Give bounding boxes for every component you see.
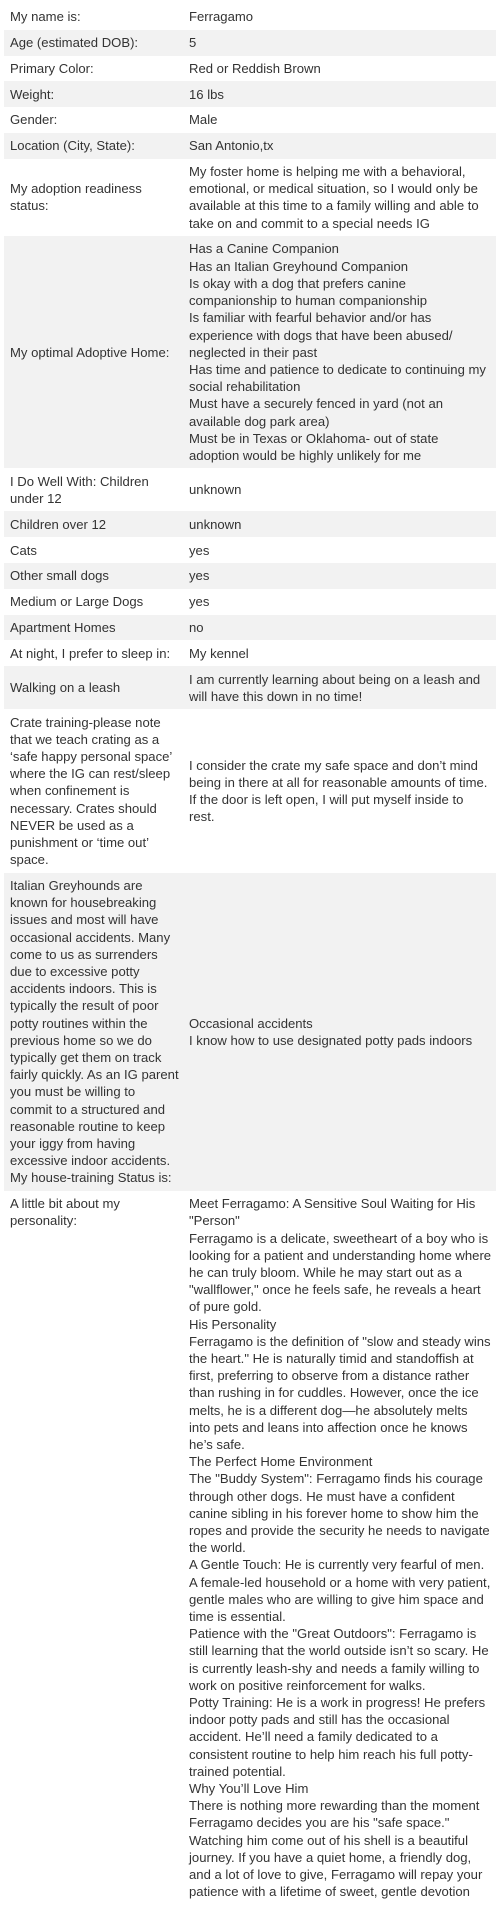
value-line: Ferragamo is a delicate, sweetheart of a boy who is looking for a patient and understanding home where he can truly bloom. While he may start out as a "wallflower," once he feels safe, he reveals a heart of pure gold. xyxy=(189,1230,492,1315)
value-line: My kennel xyxy=(189,645,249,661)
field-label: Weight: xyxy=(4,81,184,107)
table-row xyxy=(4,4,496,30)
field-value xyxy=(184,30,496,56)
value-line: I consider the crate my safe space and don’t mind being in there at all for reasonable amounts of time. If the door is left open, I will put myself inside to rest. xyxy=(189,757,488,825)
table-row xyxy=(4,236,496,468)
field-label: My name is: xyxy=(4,4,184,30)
value-line: yes xyxy=(189,568,210,584)
field-value xyxy=(184,640,496,666)
field-label: Age (estimated DOB): xyxy=(4,30,184,56)
value-line: unknown xyxy=(189,482,242,498)
value-line: Has a Canine Companion xyxy=(189,241,339,257)
value-line: yes xyxy=(189,594,210,610)
field-value xyxy=(184,537,496,563)
table-row xyxy=(4,81,496,107)
field-value xyxy=(184,236,496,468)
value-line: Meet Ferragamo: A Sensitive Soul Waiting for His "Person" xyxy=(189,1196,476,1229)
table-row xyxy=(4,589,496,615)
field-value xyxy=(184,666,496,709)
value-line: Ferragamo is the definition of "slow and steady wins the heart." He is naturally timid and standoffish at first, preferring to observe from a distance rather than rushing in for cuddles. However, once the ice melts, he is a different dog—he absolutely melts into pets and leans into affection once he knows he’s safe. xyxy=(189,1333,491,1453)
field-value xyxy=(184,589,496,615)
field-value xyxy=(184,615,496,641)
table-row xyxy=(4,159,496,236)
field-value xyxy=(184,81,496,107)
table-row xyxy=(4,873,496,1191)
value-line: Patience with the "Great Outdoors": Ferragamo is still learning that the world outside isn’t so scary. He is currently leash-shy and needs a family willing to work on positive reinforcement for walks. xyxy=(189,1626,489,1693)
field-label: Children over 12 xyxy=(4,511,184,537)
field-value xyxy=(184,709,496,872)
field-label: Italian Greyhounds are known for housebreaking issues and most will have occasional accidents. Many come to us as surrenders due to excessive potty accidents indoors. This is typically the result of poor potty routines within the previous home so we do typically get them on track fairly quickly. As an IG parent you must be willing to commit to a structured and reasonable routine to keep your iggy from having excessive indoor accidents. My house-training Status is: xyxy=(4,873,184,1191)
value-line: no xyxy=(189,619,204,635)
table-row xyxy=(4,563,496,589)
table-row xyxy=(4,1191,496,1905)
table-row xyxy=(4,107,496,133)
field-value xyxy=(184,159,496,236)
table-row xyxy=(4,709,496,872)
field-value xyxy=(184,107,496,133)
field-value xyxy=(184,56,496,82)
field-label: Walking on a leash xyxy=(4,666,184,709)
field-label: Crate training-please note that we teach crating as a ‘safe happy personal space’ where the IG can rest/sleep when confinement is necessary. Crates should NEVER be used as a punishment or ‘time out’ space. xyxy=(4,709,184,872)
value-line: Male xyxy=(189,112,218,128)
value-line: I am currently learning about being on a leash and will have this down in no time! xyxy=(189,671,481,704)
table-row xyxy=(4,56,496,82)
field-label: I Do Well With: Children under 12 xyxy=(4,468,184,511)
value-line: There is nothing more rewarding than the moment Ferragamo decides you are his "safe space." Watching him come out of his shell is a beautiful journey. If you have a quiet home, a friendly dog, and a lot of love to give, Ferragamo will repay your patience with a lifetime of sweet, gentle devotion xyxy=(189,1798,483,1900)
value-line: 16 lbs xyxy=(189,86,224,102)
field-label: Medium or Large Dogs xyxy=(4,589,184,615)
field-label: Other small dogs xyxy=(4,563,184,589)
table-row xyxy=(4,666,496,709)
table-row xyxy=(4,537,496,563)
value-line: His Personality xyxy=(189,1316,277,1332)
pet-profile-rows xyxy=(4,4,496,1905)
value-line: I know how to use designated potty pads indoors xyxy=(189,1032,473,1048)
value-line: 5 xyxy=(189,35,197,51)
table-row xyxy=(4,468,496,511)
field-label: My optimal Adoptive Home: xyxy=(4,236,184,468)
value-line: Has an Italian Greyhound Companion xyxy=(189,258,409,274)
field-label: My adoption readiness status: xyxy=(4,159,184,236)
field-value xyxy=(184,1191,496,1905)
pet-profile-table xyxy=(4,4,496,1905)
table-row xyxy=(4,640,496,666)
value-line: unknown xyxy=(189,516,242,532)
value-line: San Antonio,tx xyxy=(189,138,274,154)
field-value xyxy=(184,133,496,159)
field-label: Apartment Homes xyxy=(4,615,184,641)
value-line: Occasional accidents xyxy=(189,1015,313,1031)
table-row xyxy=(4,615,496,641)
value-line: My foster home is helping me with a behavioral, emotional, or medical situation, so I would only be available at this time to a family willing and able to take on and commit to a special needs IG xyxy=(189,164,479,231)
field-label: Gender: xyxy=(4,107,184,133)
value-line: Is familiar with fearful behavior and/or has experience with dogs that have been abused/ neglected in their past xyxy=(189,310,453,360)
field-value xyxy=(184,4,496,30)
value-line: Must have a securely fenced in yard (not an available dog park area) xyxy=(189,396,444,429)
value-line: Red or Reddish Brown xyxy=(189,60,321,76)
table-row xyxy=(4,133,496,159)
value-line: The Perfect Home Environment xyxy=(189,1454,373,1470)
field-label: Location (City, State): xyxy=(4,133,184,159)
field-value xyxy=(184,511,496,537)
table-row xyxy=(4,511,496,537)
value-line: Must be in Texas or Oklahoma- out of state adoption would be highly unlikely for me xyxy=(189,430,439,463)
value-line: Why You’ll Love Him xyxy=(189,1781,309,1797)
value-line: yes xyxy=(189,542,210,558)
value-line: Potty Training: He is a work in progress! He prefers indoor potty pads and still has the occasional accident. He’ll need a family dedicated to a consistent routine to help him reach his full potty-trained potential. xyxy=(189,1695,486,1779)
value-line: Has time and patience to dedicate to continuing my social rehabilitation xyxy=(189,361,486,395)
value-line: Ferragamo xyxy=(189,9,254,25)
field-label: Primary Color: xyxy=(4,56,184,82)
table-row xyxy=(4,30,496,56)
field-value xyxy=(184,873,496,1191)
value-line: A Gentle Touch: He is currently very fearful of men. A female-led household or a home with very patient, gentle males who are willing to give him space and time is essential. xyxy=(189,1557,491,1625)
field-label: At night, I prefer to sleep in: xyxy=(4,640,184,666)
field-label: A little bit about my personality: xyxy=(4,1191,184,1905)
field-value xyxy=(184,563,496,589)
field-label: Cats xyxy=(4,537,184,563)
value-line: Is okay with a dog that prefers canine companionship to human companionship xyxy=(189,275,428,309)
value-line: The "Buddy System": Ferragamo finds his courage through other dogs. He must have a confident canine sibling in his forever home to show him the ropes and provide the security he needs to navigate the world. xyxy=(189,1471,490,1556)
field-value xyxy=(184,468,496,511)
